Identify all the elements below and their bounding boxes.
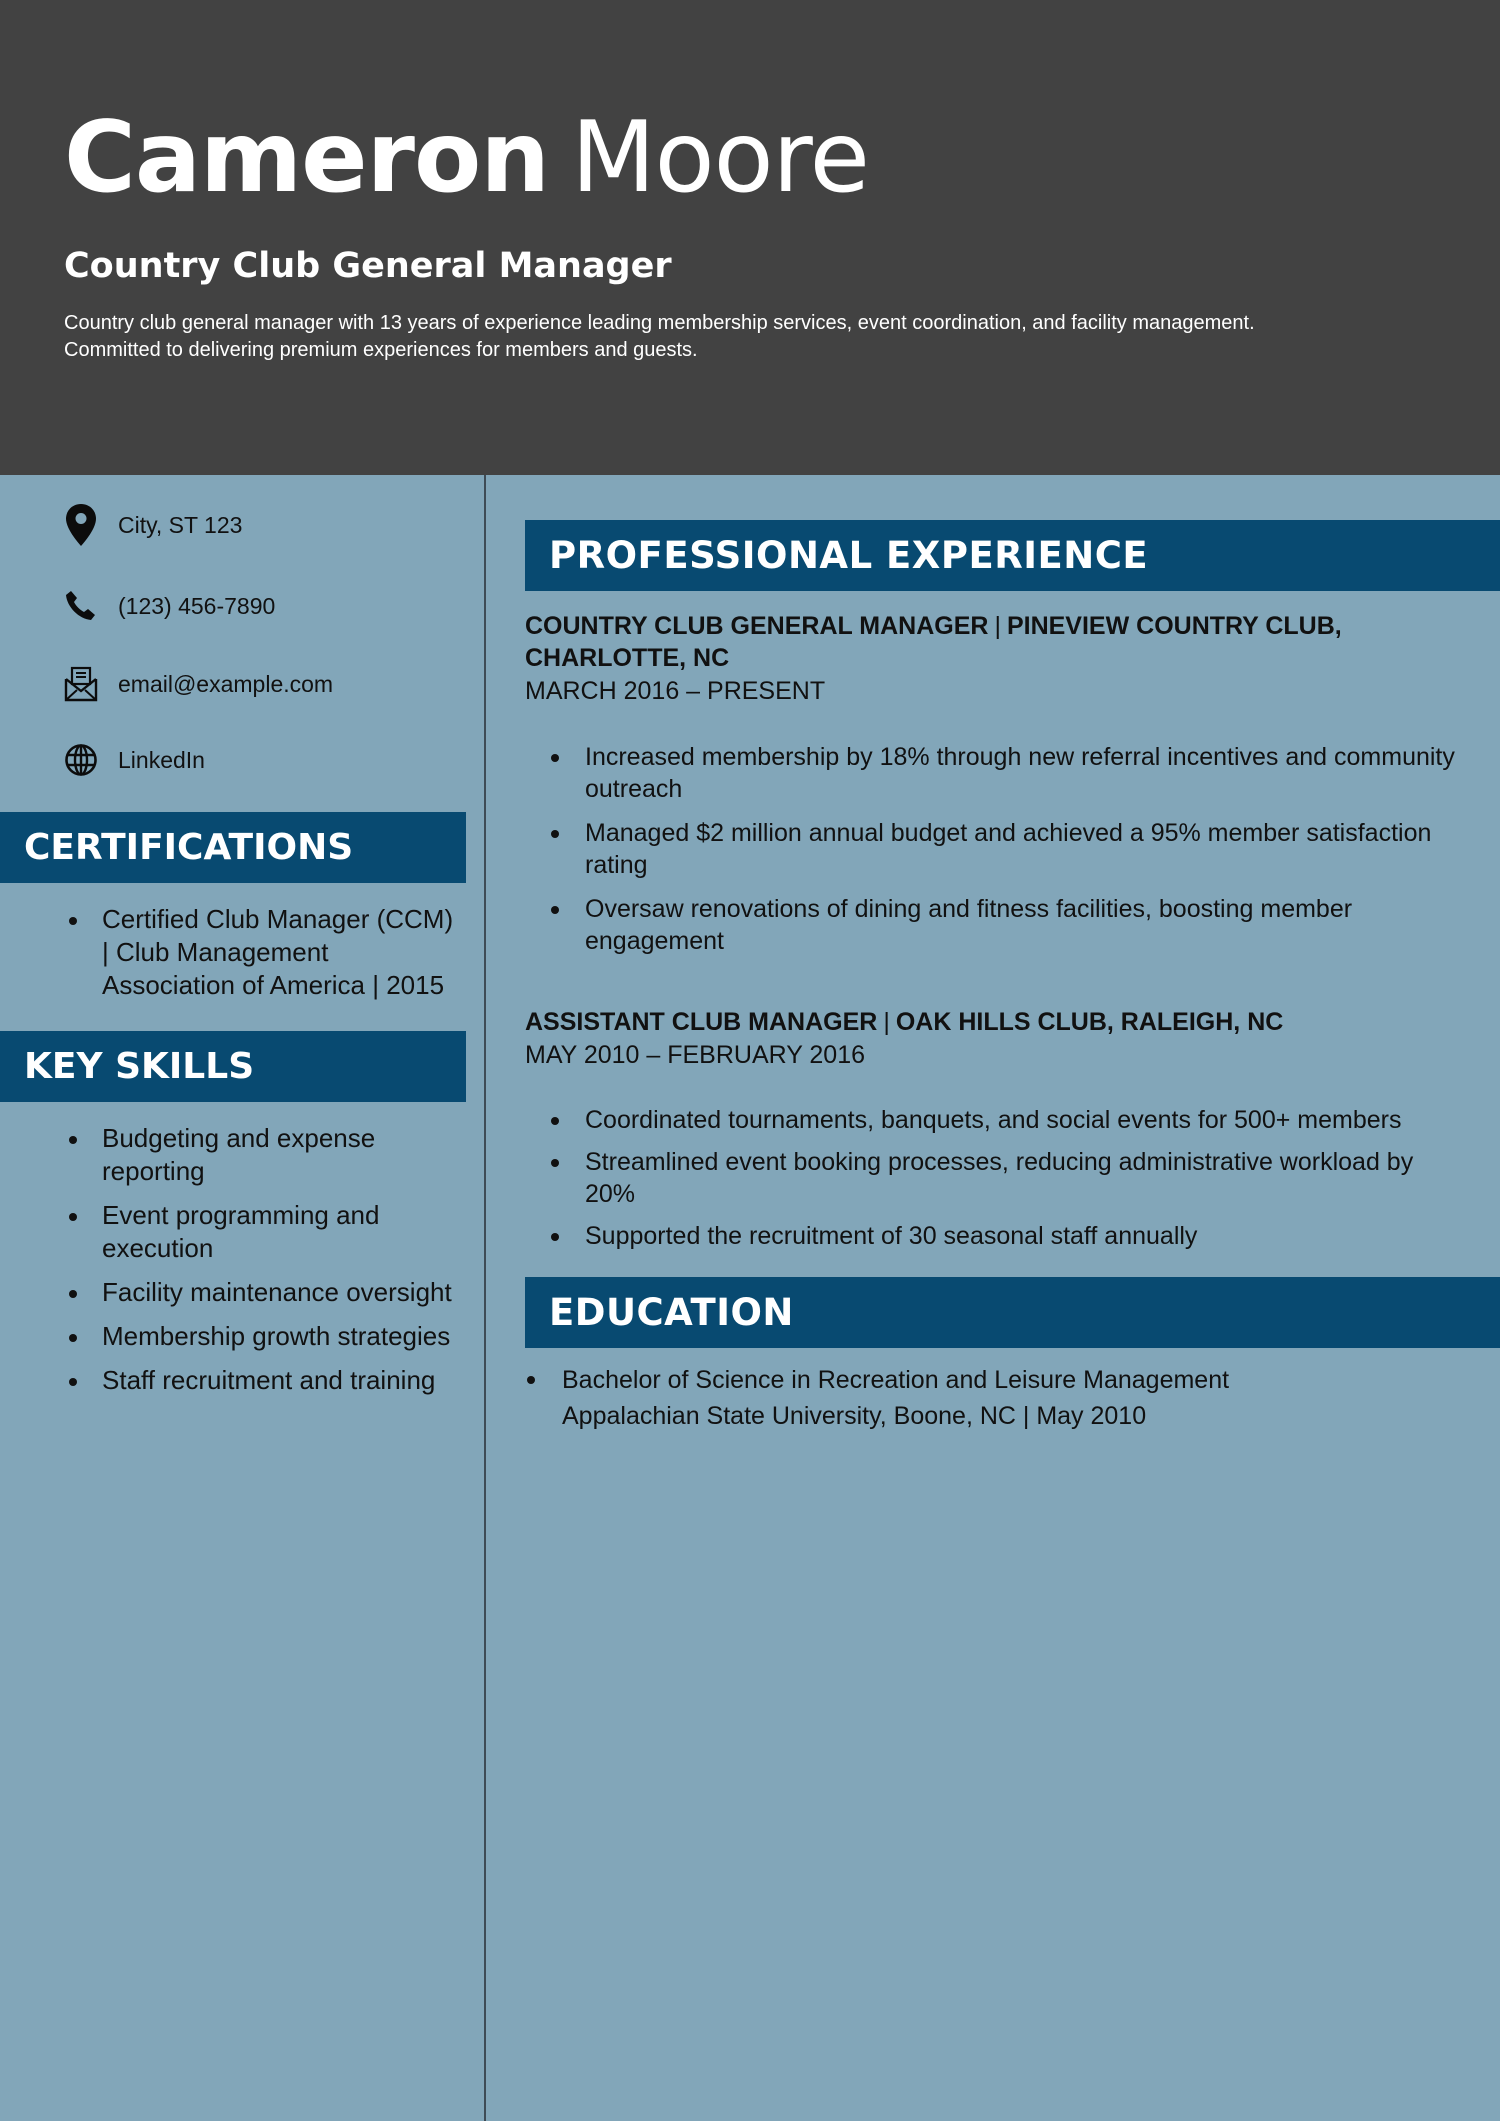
contact-phone — [64, 584, 275, 628]
job-bullets — [549, 1104, 1469, 1264]
resume-header — [0, 0, 1500, 475]
list-item: Membership growth strategies — [64, 1320, 464, 1353]
list-item: Event programming and execution — [64, 1199, 464, 1265]
skills-list — [64, 1122, 464, 1397]
summary-line: Country club general manager with 13 years of experience leading membership services, event coordination, and facility management. — [64, 312, 1255, 334]
list-item: Managed $2 million annual budget and achieved a 95% member satisfaction rating — [549, 817, 1469, 881]
list-item: Budgeting and expense reporting — [64, 1122, 464, 1188]
globe-icon — [64, 738, 100, 782]
separator: | — [994, 612, 1001, 640]
phone-text: (123) 456-7890 — [118, 592, 276, 619]
map-pin-icon — [64, 503, 100, 547]
job-dates: MAY 2010 – FEBRUARY 2016 — [525, 1041, 866, 1069]
job-dates: MARCH 2016 – PRESENT — [525, 677, 826, 705]
education-heading: EDUCATION — [525, 1277, 1500, 1348]
job-title: Country Club General Manager — [64, 246, 672, 286]
school: Appalachian State University, Boone, NC | May 2010 — [562, 1402, 1147, 1430]
professional-summary — [64, 310, 1464, 364]
contact-location — [64, 503, 242, 547]
envelope-icon — [64, 662, 100, 706]
column-divider — [484, 475, 486, 2121]
experience-heading: PROFESSIONAL EXPERIENCE — [525, 520, 1500, 591]
job-heading — [525, 610, 1425, 674]
list-item: Facility maintenance oversight — [64, 1276, 464, 1309]
job-heading — [525, 1006, 1425, 1038]
list-item: Streamlined event booking processes, reducing administrative workload by 20% — [549, 1146, 1469, 1210]
list-item: Increased membership by 18% through new referral incentives and community outreach — [549, 741, 1469, 805]
first-name: Cameron — [64, 101, 550, 215]
list-item: Coordinated tournaments, banquets, and social events for 500+ members — [549, 1104, 1469, 1136]
candidate-name — [64, 101, 869, 215]
list-item: Supported the recruitment of 30 seasonal staff annually — [549, 1220, 1469, 1252]
company: PINEVIEW COUNTRY CLUB, CHARLOTTE, NC — [525, 612, 1342, 672]
job-title: COUNTRY CLUB GENERAL MANAGER — [525, 612, 989, 640]
job-title: ASSISTANT CLUB MANAGER — [525, 1008, 878, 1036]
certifications-heading: CERTIFICATIONS — [0, 812, 466, 883]
job-bullets — [549, 741, 1469, 969]
linkedin-link[interactable]: LinkedIn — [118, 746, 205, 773]
last-name: Moore — [571, 101, 869, 215]
degree: Bachelor of Science in Recreation and Leisure Management — [562, 1366, 1230, 1394]
email-link[interactable]: email@example.com — [118, 670, 334, 697]
education-entry — [525, 1362, 1475, 1434]
contact-linkedin[interactable] — [64, 738, 205, 782]
location-text: City, ST 123 — [118, 511, 243, 538]
bullet — [527, 1376, 535, 1384]
key-skills-heading: KEY SKILLS — [0, 1031, 466, 1102]
list-item: Staff recruitment and training — [64, 1364, 464, 1397]
summary-line: Committed to delivering premium experiences for members and guests. — [64, 339, 698, 361]
list-item: Oversaw renovations of dining and fitness facilities, boosting member engagement — [549, 893, 1469, 957]
company: OAK HILLS CLUB, RALEIGH, NC — [895, 1008, 1284, 1036]
contact-email[interactable] — [64, 662, 333, 706]
certifications-list — [64, 903, 464, 1002]
list-item: Certified Club Manager (CCM) | Club Management Association of America | 2015 — [64, 903, 464, 1002]
separator: | — [883, 1008, 890, 1036]
phone-icon — [64, 584, 100, 628]
